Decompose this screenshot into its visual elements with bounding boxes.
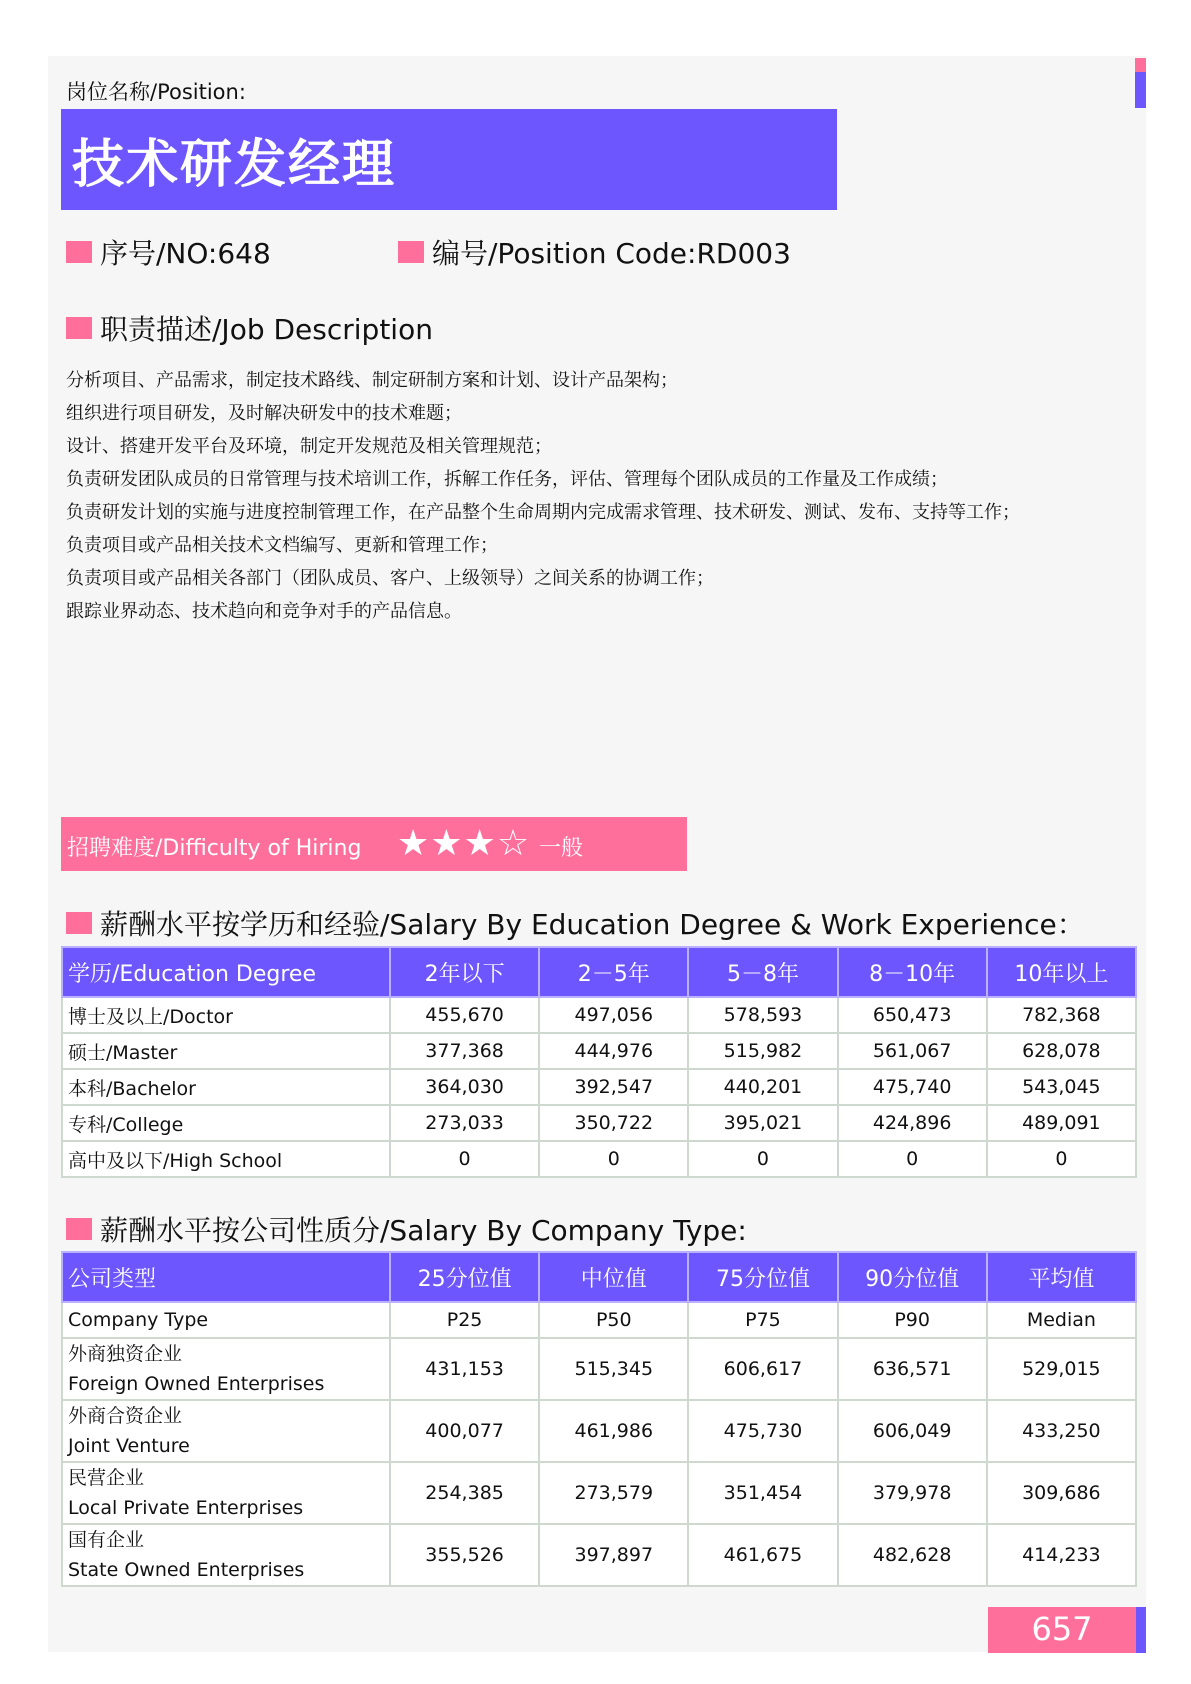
table-cell: 606,617 xyxy=(688,1338,837,1400)
column-header: 90分位值 xyxy=(838,1252,987,1302)
table-row xyxy=(62,1524,1136,1586)
hiring-difficulty-label: 招聘难度/Difficulty of Hiring xyxy=(67,836,362,861)
company-type-en: Joint Venture xyxy=(68,1435,190,1457)
hiring-difficulty-level: 一般 xyxy=(539,836,584,861)
code-line xyxy=(398,232,791,272)
table-cell: 395,021 xyxy=(688,1105,837,1141)
company-salary-table xyxy=(61,1251,1137,1587)
table-cell: 273,033 xyxy=(390,1105,539,1141)
row-label: Company Type xyxy=(62,1302,390,1338)
table-cell: 529,015 xyxy=(987,1338,1136,1400)
education-table-heading xyxy=(66,903,1085,943)
table-cell: 379,978 xyxy=(838,1462,987,1524)
page-number: 657 xyxy=(1031,1610,1093,1648)
column-header: 2－5年 xyxy=(539,947,688,997)
description-line: 组织进行项目研发，及时解决研发中的技术难题； xyxy=(66,403,462,424)
row-label: 博士及以上/Doctor xyxy=(62,997,390,1033)
table-cell: 515,345 xyxy=(539,1338,688,1400)
row-label: 专科/College xyxy=(62,1105,390,1141)
corner-accent-pink xyxy=(1135,58,1146,72)
table-cell: 414,233 xyxy=(987,1524,1136,1586)
corner-accent-purple xyxy=(1135,72,1146,108)
bullet-square xyxy=(66,241,92,263)
company-type-en: Local Private Enterprises xyxy=(68,1497,304,1519)
table-header-row xyxy=(62,1252,1136,1302)
table-cell: 0 xyxy=(987,1141,1136,1177)
page-number-accent xyxy=(1136,1607,1146,1653)
column-header: 中位值 xyxy=(539,1252,688,1302)
table-cell: 309,686 xyxy=(987,1462,1136,1524)
description-line: 跟踪业界动态、技术趋向和竞争对手的产品信息。 xyxy=(66,601,462,622)
position-label: 岗位名称/Position: xyxy=(66,80,246,104)
table-cell: 606,049 xyxy=(838,1400,987,1462)
table-row xyxy=(62,1338,1136,1400)
table-cell: 497,056 xyxy=(539,997,688,1033)
row-label xyxy=(62,1338,390,1400)
table-cell: 400,077 xyxy=(390,1400,539,1462)
column-header: 公司类型 xyxy=(62,1252,390,1302)
row-label xyxy=(62,1462,390,1524)
bullet-square xyxy=(66,1218,92,1240)
table-cell: 489,091 xyxy=(987,1105,1136,1141)
table-cell: 482,628 xyxy=(838,1524,987,1586)
table-cell: 397,897 xyxy=(539,1524,688,1586)
table-cell: 636,571 xyxy=(838,1338,987,1400)
education-salary-table xyxy=(61,946,1137,1178)
table-cell: 0 xyxy=(838,1141,987,1177)
table-cell: 515,982 xyxy=(688,1033,837,1069)
table-cell: P25 xyxy=(390,1302,539,1338)
column-header: 2年以下 xyxy=(390,947,539,997)
column-header: 8－10年 xyxy=(838,947,987,997)
company-type-cn: 外商合资企业 xyxy=(68,1405,183,1427)
job-description-title: 职责描述/Job Description xyxy=(100,313,433,346)
company-type-en: Foreign Owned Enterprises xyxy=(68,1373,325,1395)
table-cell: 461,986 xyxy=(539,1400,688,1462)
company-type-cn: 外商独资企业 xyxy=(68,1343,183,1365)
table-cell: 578,593 xyxy=(688,997,837,1033)
table-cell: 0 xyxy=(688,1141,837,1177)
table-row xyxy=(62,1033,1136,1069)
table-cell: 431,153 xyxy=(390,1338,539,1400)
description-line: 设计、搭建开发平台及环境，制定开发规范及相关管理规范； xyxy=(66,436,552,457)
table-cell: P50 xyxy=(539,1302,688,1338)
education-table-title: 薪酬水平按学历和经验/Salary By Education Degree & Work Experience： xyxy=(100,908,1085,941)
column-header: 10年以上 xyxy=(987,947,1136,997)
table-cell: 561,067 xyxy=(838,1033,987,1069)
page-title: 技术研发经理 xyxy=(72,135,397,195)
description-line: 负责项目或产品相关各部门（团队成员、客户、上级领导）之间关系的协调工作； xyxy=(66,568,714,589)
table-cell: 475,730 xyxy=(688,1400,837,1462)
job-description-list xyxy=(66,364,1136,628)
row-label: 硕士/Master xyxy=(62,1033,390,1069)
position-code: 编号/Position Code:RD003 xyxy=(432,237,791,270)
column-header: 学历/Education Degree xyxy=(62,947,390,997)
bullet-square xyxy=(398,241,424,263)
table-row xyxy=(62,1141,1136,1177)
table-cell: 351,454 xyxy=(688,1462,837,1524)
table-cell: 433,250 xyxy=(987,1400,1136,1462)
table-cell: 782,368 xyxy=(987,997,1136,1033)
description-line: 分析项目、产品需求，制定技术路线、制定研制方案和计划、设计产品架构； xyxy=(66,370,678,391)
table-row xyxy=(62,997,1136,1033)
table-row xyxy=(62,1105,1136,1141)
bullet-square xyxy=(66,317,92,339)
table-cell: 350,722 xyxy=(539,1105,688,1141)
table-cell: 444,976 xyxy=(539,1033,688,1069)
table-row xyxy=(62,1462,1136,1524)
description-line: 负责项目或产品相关技术文档编写、更新和管理工作； xyxy=(66,535,498,556)
table-cell: 254,385 xyxy=(390,1462,539,1524)
row-label: 本科/Bachelor xyxy=(62,1069,390,1105)
table-cell: 0 xyxy=(390,1141,539,1177)
table-row xyxy=(62,1400,1136,1462)
table-cell: 355,526 xyxy=(390,1524,539,1586)
table-cell: 475,740 xyxy=(838,1069,987,1105)
row-label: 高中及以下/High School xyxy=(62,1141,390,1177)
company-type-cn: 国有企业 xyxy=(68,1529,145,1551)
hiring-difficulty-bar xyxy=(61,817,687,871)
company-type-en: State Owned Enterprises xyxy=(68,1559,305,1581)
table-cell: 273,579 xyxy=(539,1462,688,1524)
table-cell: 650,473 xyxy=(838,997,987,1033)
company-table-heading xyxy=(66,1209,747,1249)
bullet-square xyxy=(66,912,92,934)
table-cell: P90 xyxy=(838,1302,987,1338)
number-line xyxy=(66,232,271,272)
company-type-cn: 民营企业 xyxy=(68,1467,145,1489)
table-subheader-row xyxy=(62,1302,1136,1338)
table-cell: 392,547 xyxy=(539,1069,688,1105)
table-cell: 543,045 xyxy=(987,1069,1136,1105)
job-description-heading xyxy=(66,308,433,348)
row-label xyxy=(62,1524,390,1586)
row-label xyxy=(62,1400,390,1462)
table-cell: P75 xyxy=(688,1302,837,1338)
table-cell: 364,030 xyxy=(390,1069,539,1105)
table-cell: 377,368 xyxy=(390,1033,539,1069)
column-header: 5－8年 xyxy=(688,947,837,997)
table-cell: 0 xyxy=(539,1141,688,1177)
table-cell: Median xyxy=(987,1302,1136,1338)
table-row xyxy=(62,1069,1136,1105)
description-line: 负责研发团队成员的日常管理与技术培训工作，拆解工作任务，评估、管理每个团队成员的工作量及工作成绩； xyxy=(66,469,948,490)
table-cell: 440,201 xyxy=(688,1069,837,1105)
star-rating-icon: ★★★☆ xyxy=(397,823,531,864)
position-number: 序号/NO:648 xyxy=(100,237,271,270)
description-line: 负责研发计划的实施与进度控制管理工作，在产品整个生命周期内完成需求管理、技术研发、测试、发布、支持等工作； xyxy=(66,502,1020,523)
column-header: 平均值 xyxy=(987,1252,1136,1302)
company-table-title: 薪酬水平按公司性质分/Salary By Company Type: xyxy=(100,1214,747,1247)
column-header: 25分位值 xyxy=(390,1252,539,1302)
table-cell: 628,078 xyxy=(987,1033,1136,1069)
table-cell: 424,896 xyxy=(838,1105,987,1141)
column-header: 75分位值 xyxy=(688,1252,837,1302)
table-header-row xyxy=(62,947,1136,997)
table-cell: 461,675 xyxy=(688,1524,837,1586)
table-cell: 455,670 xyxy=(390,997,539,1033)
